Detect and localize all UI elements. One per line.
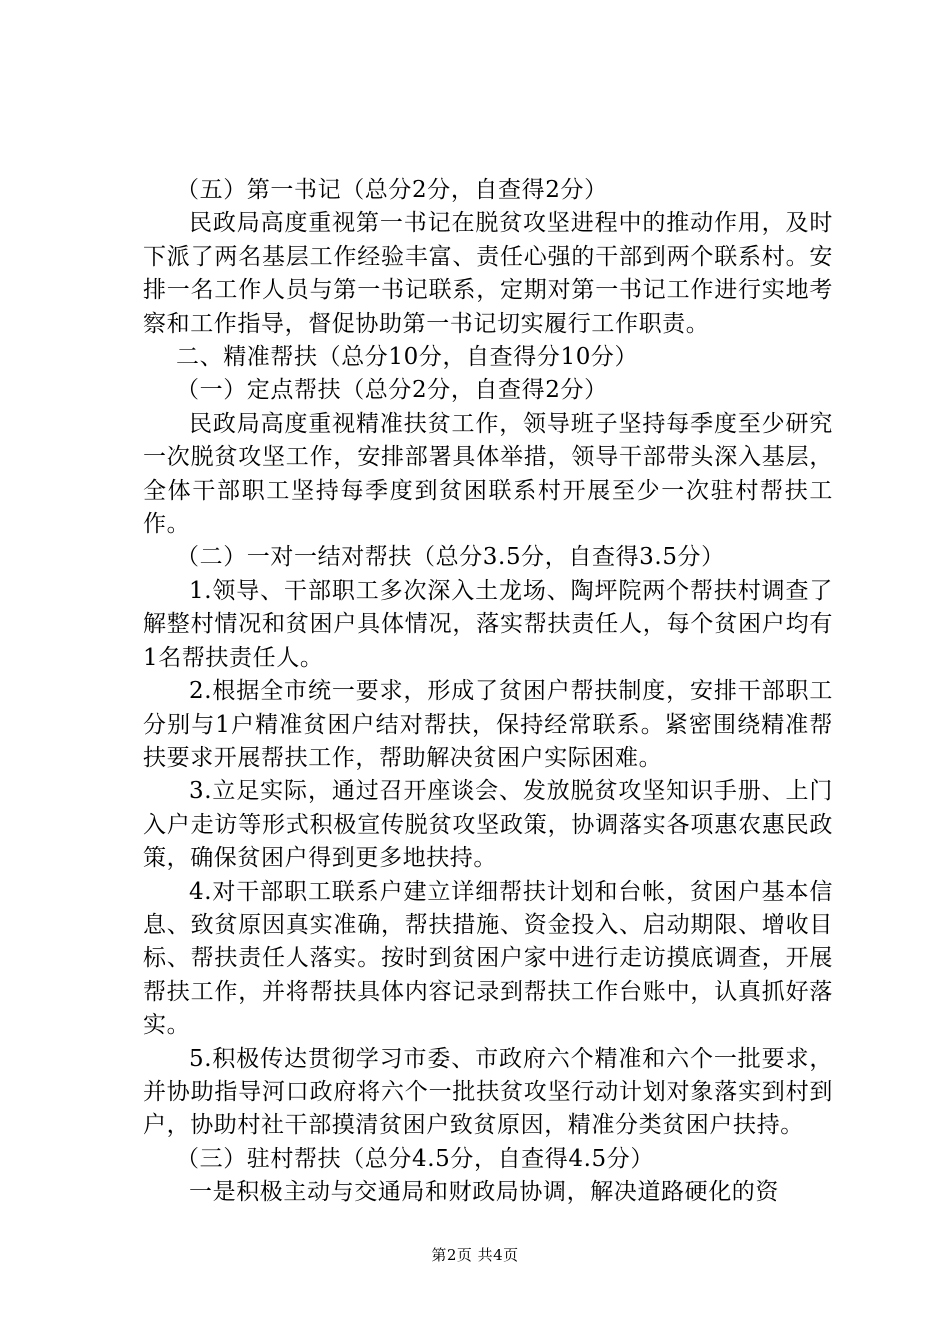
section-heading: （二）一对一结对帮扶（总分3.5分，自查得3.5分） bbox=[176, 544, 725, 571]
paragraph: 1.领导、干部职工多次深入土龙场、陶坪院两个帮扶村调查了解整村情况和贫困户具体情况，落实帮扶责任人，每个贫困户均有1名帮扶责任人。 bbox=[143, 577, 833, 671]
paragraph: 4.对干部职工联系户建立详细帮扶计划和台帐，贫困户基本信息、致贫原因真实准确，帮扶措施、资金投入、启动期限、增收目标、帮扶责任人落实。按时到贫困户家中进行走访摸底调查，开展帮扶工作，并将帮扶具体内容记录到帮扶工作台账中，认真抓好落实。 bbox=[143, 878, 833, 1039]
section-heading: 二、精准帮扶（总分10分，自查得分10分） bbox=[176, 344, 639, 371]
paragraph: 民政局高度重视第一书记在脱贫攻坚进程中的推动作用，及时下派了两名基层工作经验丰富、责任心强的干部到两个联系村。安排一名工作人员与第一书记联系，定期对第一书记工作进行实地考察和工作指导，督促协助第一书记切实履行工作职责。 bbox=[143, 210, 833, 337]
paragraph: 民政局高度重视精准扶贫工作，领导班子坚持每季度至少研究一次脱贫攻坚工作，安排部署具体举措，领导干部带头深入基层，全体干部职工坚持每季度到贫困联系村开展至少一次驻村帮扶工作。 bbox=[143, 410, 833, 538]
paragraph: 2.根据全市统一要求，形成了贫困户帮扶制度，安排干部职工分别与1户精准贫困户结对帮扶，保持经常联系。紧密围绕精准帮扶要求开展帮扶工作，帮助解决贫困户实际困难。 bbox=[143, 678, 833, 771]
paragraph: 3.立足实际，通过召开座谈会、发放脱贫攻坚知识手册、上门入户走访等形式积极宣传脱贫攻坚政策，协调落实各项惠农惠民政策，确保贫困户得到更多地扶持。 bbox=[143, 778, 833, 872]
paragraph: 一是积极主动与交通局和财政局协调，解决道路硬化的资 bbox=[189, 1179, 779, 1206]
page-footer: 第2页 共4页 bbox=[431, 1246, 519, 1264]
paragraph: 5.积极传达贯彻学习市委、市政府六个精准和六个一批要求，并协助指导河口政府将六个一批扶贫攻坚行动计划对象落实到村到户，协助村社干部摸清贫困户致贫原因，精准分类贫困户扶持。 bbox=[143, 1045, 833, 1139]
section-heading: （五）第一书记（总分2分，自查得2分） bbox=[176, 177, 608, 203]
section-heading: （三）驻村帮扶（总分4.5分，自查得4.5分） bbox=[176, 1145, 654, 1172]
document-body bbox=[143, 174, 833, 1210]
section-heading: （一）定点帮扶（总分2分，自查得2分） bbox=[176, 377, 608, 404]
